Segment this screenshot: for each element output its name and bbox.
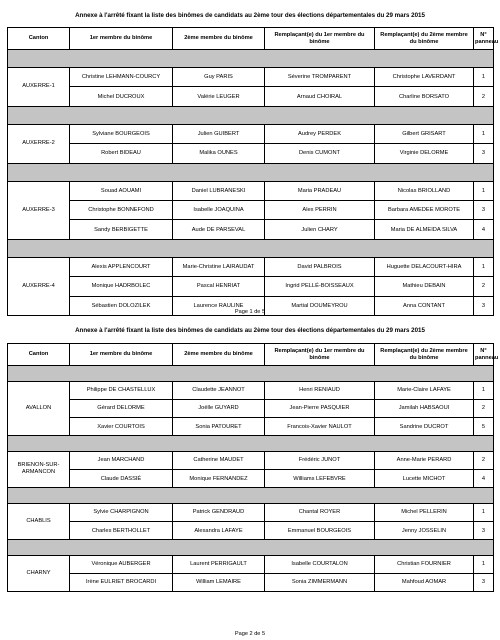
canton-name: AUXERRE-1 — [8, 68, 70, 107]
panel-number-cell: 3 — [474, 573, 494, 591]
member-2-cell: Julien GUIBERT — [173, 124, 265, 143]
member-1-cell: Alexis APPLENCOURT — [70, 257, 173, 276]
panel-number-cell: 1 — [474, 257, 494, 276]
separator-cell — [8, 239, 494, 257]
member-2-cell: William LEMAIRE — [173, 573, 265, 591]
substitute-1-cell: Williams LEFEBVRE — [265, 469, 375, 487]
table-row — [8, 381, 494, 399]
table-row — [8, 87, 494, 106]
panel-number-cell: 3 — [474, 521, 494, 539]
substitute-2-cell: Virginie DELORME — [375, 144, 474, 163]
header-row — [8, 28, 494, 50]
column-header: Remplaçant(e) du 2ème membre du binôme — [375, 344, 474, 366]
member-1-cell: Christine LEHMANN-COURCY — [70, 68, 173, 87]
separator-row — [8, 106, 494, 124]
panel-number-cell: 2 — [474, 399, 494, 417]
canton-name: CHABLIS — [8, 503, 70, 539]
table-row — [8, 417, 494, 435]
panel-number-cell: 2 — [474, 277, 494, 296]
member-2-cell: Alexandra LAFAYE — [173, 521, 265, 539]
table-row — [8, 257, 494, 276]
member-1-cell: Sylvie CHARPIGNON — [70, 503, 173, 521]
column-header: Remplaçant(e) du 1er membre du binôme — [265, 344, 375, 366]
separator-row — [8, 163, 494, 181]
substitute-1-cell: Maria PRADEAU — [265, 181, 375, 200]
member-2-cell: Patrick GENDRAUD — [173, 503, 265, 521]
table-row — [8, 555, 494, 573]
substitute-1-cell: Francois-Xavier NAULOT — [265, 417, 375, 435]
member-2-cell: Valérie LEUGER — [173, 87, 265, 106]
member-1-cell: Souad AOUAMI — [70, 181, 173, 200]
panel-number-cell: 3 — [474, 200, 494, 219]
member-1-cell: Sandy BERBIGETTE — [70, 220, 173, 239]
member-1-cell: Michel DUCROUX — [70, 87, 173, 106]
member-2-cell: Isabelle JOAQUINA — [173, 200, 265, 219]
substitute-2-cell: Huguette DELACOURT-HIRA — [375, 257, 474, 276]
member-2-cell: Aude DE PARSEVAL — [173, 220, 265, 239]
canton-name: AUXERRE-2 — [8, 124, 70, 163]
column-header: 2ème membre du binôme — [173, 344, 265, 366]
separator-cell — [8, 436, 494, 452]
table-row — [8, 124, 494, 143]
header-row — [8, 344, 494, 366]
column-header: Canton — [8, 28, 70, 50]
substitute-2-cell: Lucette MICHOT — [375, 469, 474, 487]
substitute-1-cell: Isabelle COURTALON — [265, 555, 375, 573]
member-2-cell: Pascal HENRIAT — [173, 277, 265, 296]
panel-number-cell: 3 — [474, 144, 494, 163]
separator-cell — [8, 50, 494, 68]
member-2-cell: Catherine MAUDET — [173, 451, 265, 469]
column-header: Remplaçant(e) du 2ème membre du binôme — [375, 28, 474, 50]
member-1-cell: Irène EULRIET BROCARDI — [70, 573, 173, 591]
separator-cell — [8, 163, 494, 181]
table-row — [8, 68, 494, 87]
column-header: Canton — [8, 344, 70, 366]
substitute-2-cell: Jenny JOSSELIN — [375, 521, 474, 539]
member-2-cell: Joëlle GUYARD — [173, 399, 265, 417]
page2-candidates-table — [7, 343, 499, 592]
page1-page-number: Page 1 de 5 — [234, 309, 266, 315]
substitute-1-cell: Emmanuel BOURGEOIS — [265, 521, 375, 539]
separator-row — [8, 540, 494, 556]
separator-row — [8, 239, 494, 257]
page2-page-number: Page 2 de 5 — [234, 631, 266, 637]
column-header: 2ème membre du binôme — [173, 28, 265, 50]
substitute-2-cell: Maria DE ALMEIDA SILVA — [375, 220, 474, 239]
table-row — [8, 277, 494, 296]
table-row — [8, 399, 494, 417]
member-1-cell: Jean MARCHAND — [70, 451, 173, 469]
member-1-cell: Gérard DELORME — [70, 399, 173, 417]
column-header: Remplaçant(e) du 1er membre du binôme — [265, 28, 375, 50]
substitute-1-cell: Audrey PERDEK — [265, 124, 375, 143]
table-row — [8, 220, 494, 239]
substitute-1-cell: Sonia ZIMMERMANN — [265, 573, 375, 591]
canton-name: AUXERRE-4 — [8, 257, 70, 315]
member-2-cell: Daniel LUBRANESKI — [173, 181, 265, 200]
panel-number-cell: 1 — [474, 381, 494, 399]
member-1-cell: Robert BIDEAU — [70, 144, 173, 163]
substitute-2-cell: Marie-Claire LAFAYE — [375, 381, 474, 399]
substitute-1-cell: Séverine TROMPARENT — [265, 68, 375, 87]
page1-candidates-table — [7, 27, 499, 316]
panel-number-cell: 1 — [474, 68, 494, 87]
substitute-1-cell: Julien CHARY — [265, 220, 375, 239]
substitute-2-cell: Jamilah HABSAOUI — [375, 399, 474, 417]
member-2-cell: Laurent PERRIGAULT — [173, 555, 265, 573]
column-header: 1er membre du binôme — [70, 28, 173, 50]
canton-name: CHARNY — [8, 555, 70, 591]
substitute-1-cell: Alex PERRIN — [265, 200, 375, 219]
substitute-1-cell: Ingrid PELLÉ-BOISSEAUX — [265, 277, 375, 296]
substitute-2-cell: Mahfoud AOMAR — [375, 573, 474, 591]
member-1-cell: Xavier COURTOIS — [70, 417, 173, 435]
member-2-cell: Monique FERNANDEZ — [173, 469, 265, 487]
substitute-2-cell: Christian FOURNIER — [375, 555, 474, 573]
substitute-1-cell: Denis CUMONT — [265, 144, 375, 163]
canton-name: BRIENON-SUR-ARMANCON — [8, 451, 70, 487]
member-2-cell: Guy PARIS — [173, 68, 265, 87]
page2-title: Annexe à l'arrêté fixant la liste des binômes de candidats au 2ème tour des élections départementales du 29 mars 2015 — [75, 327, 425, 334]
member-1-cell: Véronique AUBERGER — [70, 555, 173, 573]
substitute-2-cell: Charline BORSATO — [375, 87, 474, 106]
substitute-1-cell: Martial DOUMEYROU — [265, 296, 375, 315]
panel-number-cell: 2 — [474, 87, 494, 106]
separator-cell — [8, 106, 494, 124]
substitute-2-cell: Anna CONTANT — [375, 296, 474, 315]
panel-number-cell: 5 — [474, 417, 494, 435]
separator-row — [8, 366, 494, 382]
substitute-2-cell: Barbara AMEDEE MOROTE — [375, 200, 474, 219]
substitute-1-cell: Frédéric JUNOT — [265, 451, 375, 469]
substitute-2-cell: Gilbert GRISART — [375, 124, 474, 143]
separator-row — [8, 50, 494, 68]
member-2-cell: Malika OUNES — [173, 144, 265, 163]
canton-name: AUXERRE-3 — [8, 181, 70, 239]
member-1-cell: Christophe BONNEFOND — [70, 200, 173, 219]
column-header: N° panneau — [474, 28, 494, 50]
table-row — [8, 521, 494, 539]
panel-number-cell: 1 — [474, 555, 494, 573]
member-1-cell: Sébastien DOLOZILEK — [70, 296, 173, 315]
substitute-2-cell: Nicolas BRIOLLAND — [375, 181, 474, 200]
separator-cell — [8, 540, 494, 556]
panel-number-cell: 4 — [474, 469, 494, 487]
member-1-cell: Charles BERTHOLLET — [70, 521, 173, 539]
member-2-cell: Claudette JEANNOT — [173, 381, 265, 399]
panel-number-cell: 1 — [474, 124, 494, 143]
canton-name: AVALLON — [8, 381, 70, 436]
member-1-cell: Monique HADRBOLEC — [70, 277, 173, 296]
table-row — [8, 181, 494, 200]
substitute-2-cell: Christophe LAVERDANT — [375, 68, 474, 87]
column-header: N° panneau — [474, 344, 494, 366]
table-row — [8, 200, 494, 219]
substitute-1-cell: Jean-Pierre PASQUIER — [265, 399, 375, 417]
table-row — [8, 573, 494, 591]
member-2-cell: Marie-Christine LAIRAUDAT — [173, 257, 265, 276]
panel-number-cell: 3 — [474, 296, 494, 315]
panel-number-cell: 2 — [474, 451, 494, 469]
substitute-1-cell: Chantal ROYER — [265, 503, 375, 521]
member-1-cell: Claude DASSIÉ — [70, 469, 173, 487]
separator-row — [8, 436, 494, 452]
panel-number-cell: 4 — [474, 220, 494, 239]
member-2-cell: Sonia PATOURET — [173, 417, 265, 435]
substitute-2-cell: Michel PELLERIN — [375, 503, 474, 521]
panel-number-cell: 1 — [474, 503, 494, 521]
substitute-2-cell: Mathieu DEBAIN — [375, 277, 474, 296]
column-header: 1er membre du binôme — [70, 344, 173, 366]
substitute-1-cell: David PALBROIS — [265, 257, 375, 276]
substitute-2-cell: Anne-Marie PERARD — [375, 451, 474, 469]
table-row — [8, 469, 494, 487]
table-row — [8, 451, 494, 469]
separator-cell — [8, 488, 494, 504]
table-row — [8, 144, 494, 163]
panel-number-cell: 1 — [474, 181, 494, 200]
separator-row — [8, 488, 494, 504]
substitute-2-cell: Sandrine DUCROT — [375, 417, 474, 435]
substitute-1-cell: Henri RENIAUD — [265, 381, 375, 399]
separator-cell — [8, 366, 494, 382]
substitute-1-cell: Arnaud CHOIRAL — [265, 87, 375, 106]
member-2-cell: Laurence RAULINE — [173, 296, 265, 315]
member-1-cell: Sylviane BOURGEOIS — [70, 124, 173, 143]
table-row — [8, 503, 494, 521]
member-1-cell: Philippe DE CHASTELLUX — [70, 381, 173, 399]
page1-title: Annexe à l'arrêté fixant la liste des binômes de candidats au 2ème tour des élections départementales du 29 mars 2015 — [75, 12, 425, 19]
